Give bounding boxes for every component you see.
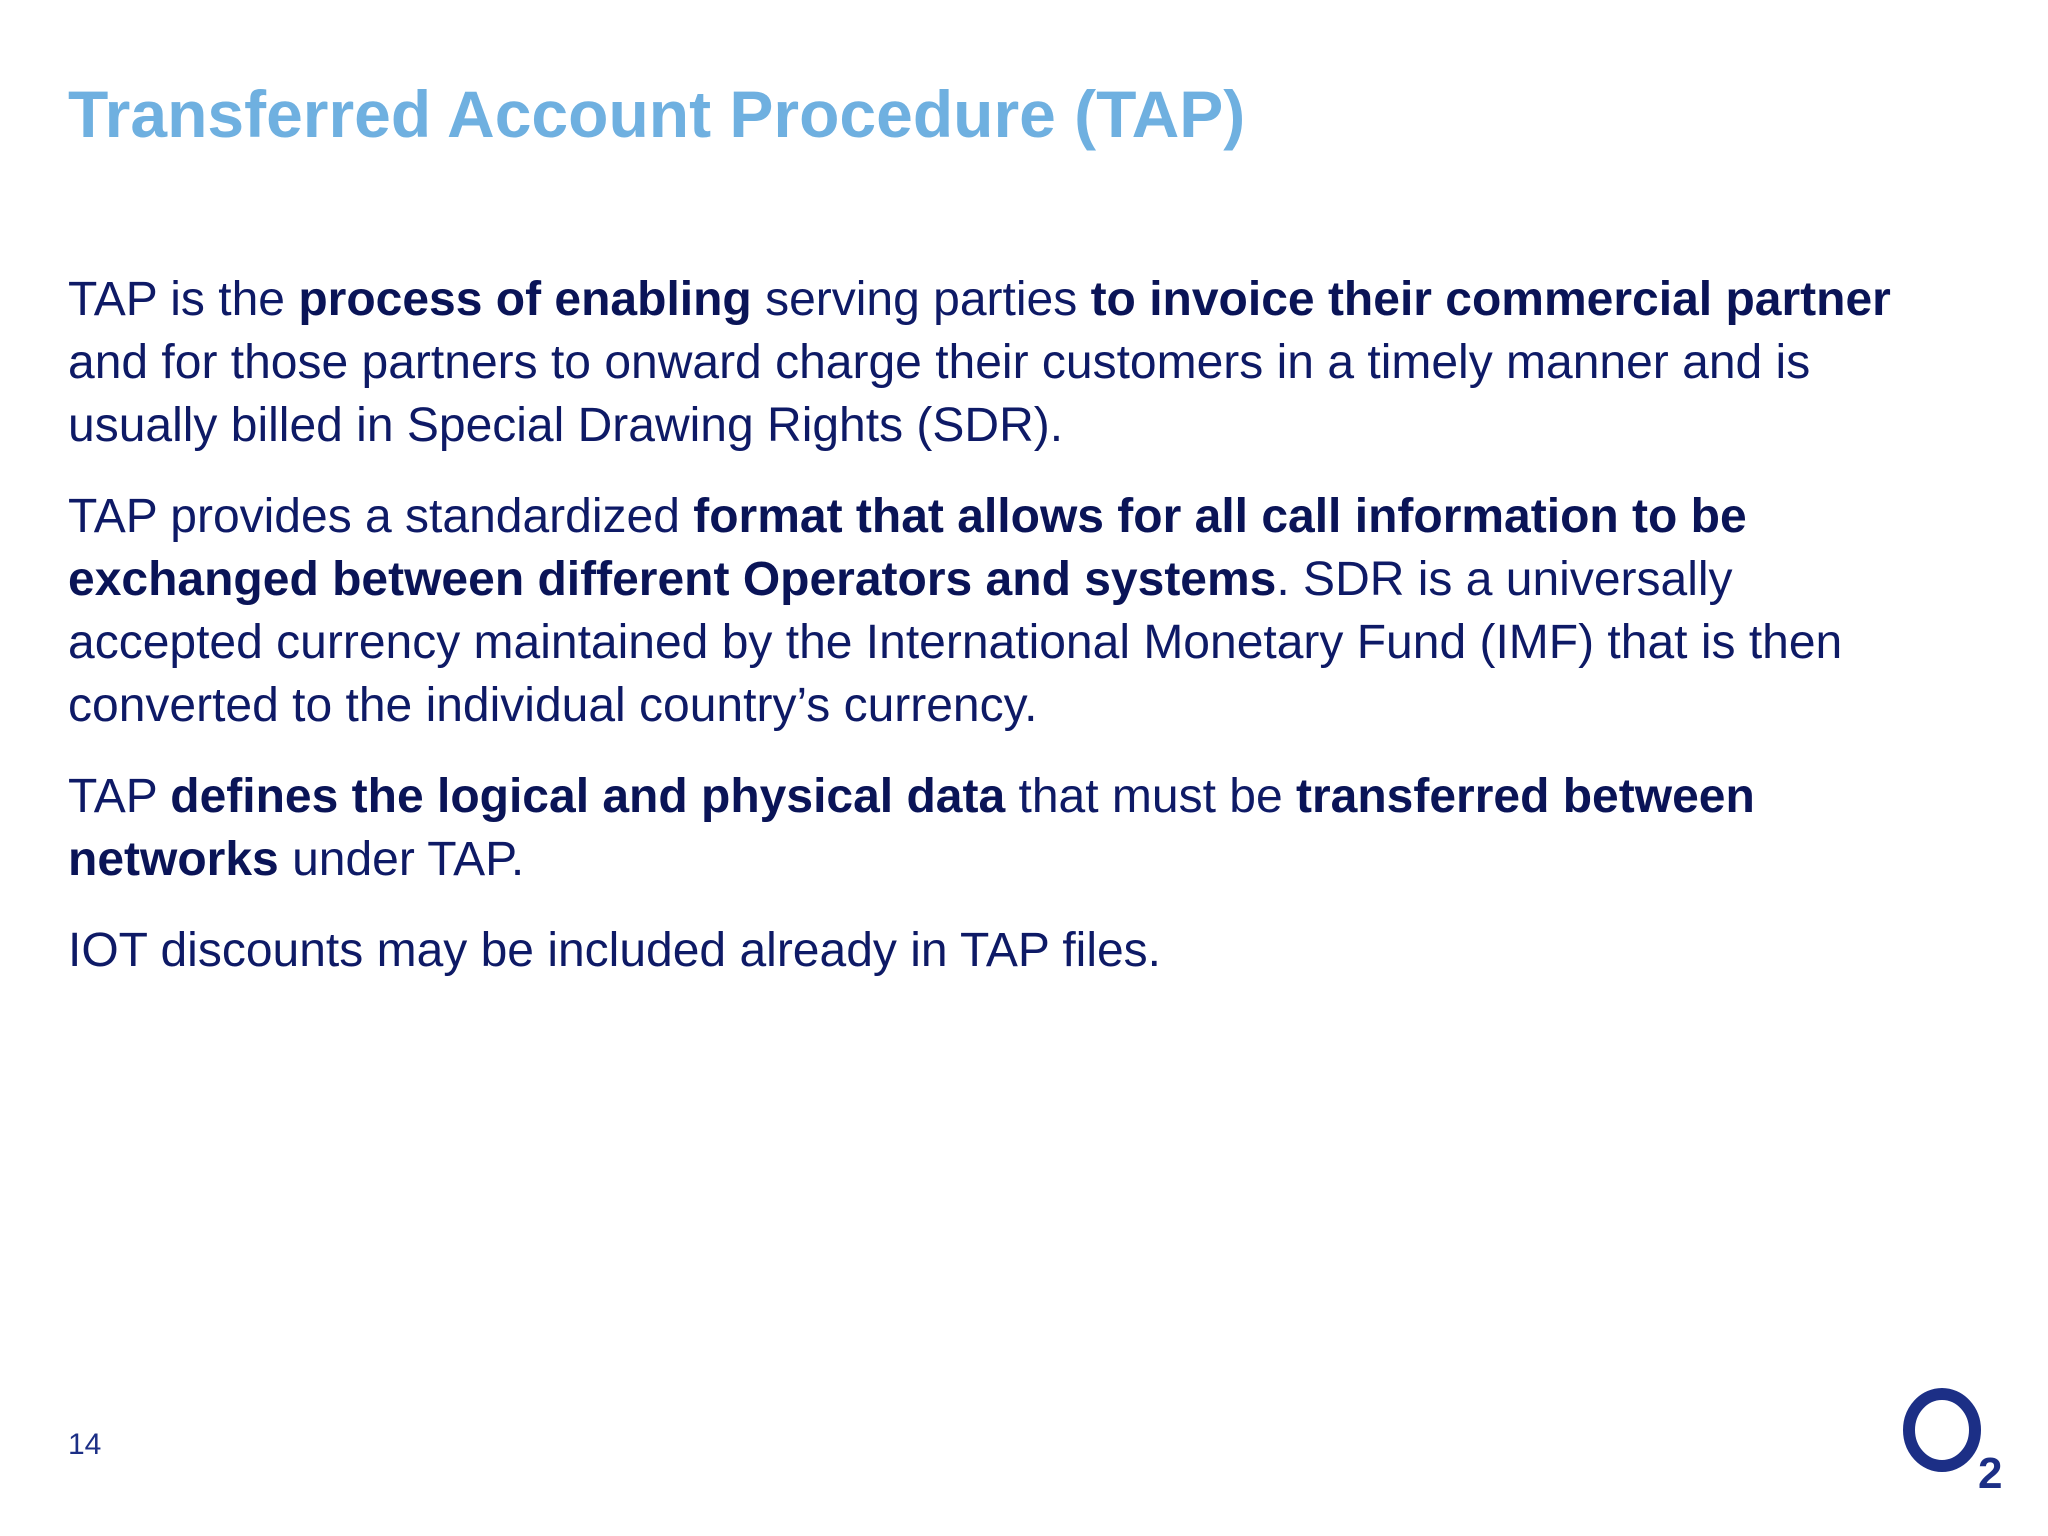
slide-body [68, 268, 1928, 1010]
paragraph-1 [68, 268, 1928, 457]
text-run-bold: format that allows for all call information to be exchanged between different Operators and systems [68, 490, 1747, 606]
text-run: and for those partners to onward charge their customers in a timely manner and is usually billed in Special Drawing Rights (SDR). [68, 336, 1811, 452]
paragraph-3 [68, 765, 1928, 891]
text-run-bold: defines the logical and physical data [170, 770, 1006, 823]
slide-title: Transferred Account Procedure (TAP) [68, 77, 1246, 151]
text-run: TAP is the [68, 273, 299, 326]
paragraph-4 [68, 919, 1928, 982]
text-run: TAP [68, 770, 171, 823]
text-run: IOT discounts may be included already in TAP files. [68, 924, 1162, 977]
text-run-bold: to invoice their commercial partner [1090, 273, 1891, 326]
o2-logo-icon [1900, 1388, 2010, 1490]
o2-logo-o [1909, 1394, 1975, 1466]
text-run: serving parties [751, 273, 1091, 326]
text-run-bold: transferred between networks [68, 770, 1755, 886]
text-run: TAP provides a standardized [68, 490, 694, 543]
o2-logo-subscript: 2 [1978, 1449, 2003, 1490]
page-number: 14 [68, 1428, 102, 1461]
text-run-bold: process of enabling [298, 273, 752, 326]
paragraph-2 [68, 485, 1928, 737]
text-run: . SDR is a universally accepted currency maintained by the International Monetary Fund (IMF) that is then converted to the individual country’s currency. [68, 553, 1843, 732]
text-run: under TAP. [278, 833, 525, 886]
text-run: that must be [1005, 770, 1296, 823]
